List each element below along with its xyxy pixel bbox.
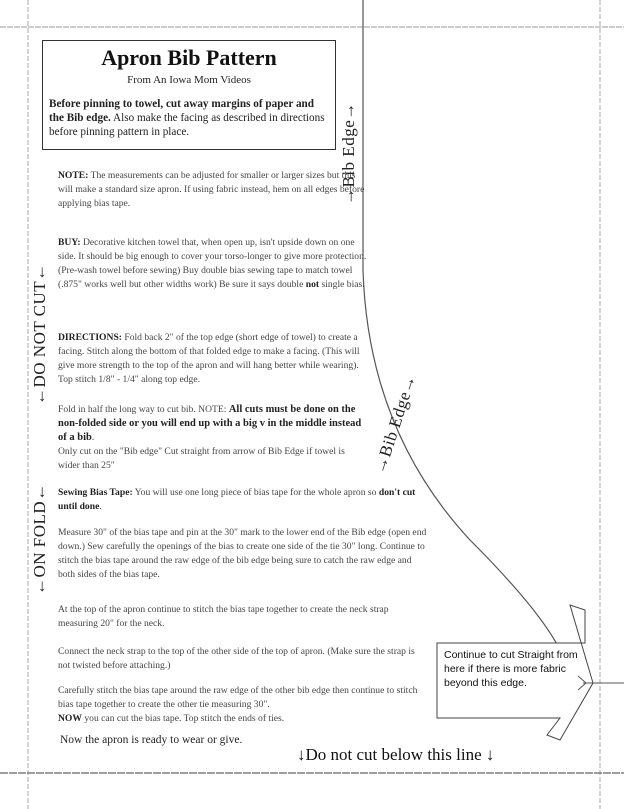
fold-paragraph: Fold in half the long way to cut bib. NOTE: All cuts must be done on the non-folded side or you will end up with a big v in the middle instead of a bib. Only cut on the "Bib edge" Cut straight from arrow of Bib Edge if towel is wider than 25" [58,404,362,471]
page-subtitle: From An Iowa Mom Videos [127,74,251,86]
measure-paragraph: Measure 30" of the bias tape and pin at the 30" mark to the lower end of the Bib edge (open end down.) Sew carefully the openings of the bias to create one side of the tie 30" long. Continue to stitch the bias tape around the raw edge of the bib edge being sure to catch the raw edge and both sides of the bias tape. [58,527,427,580]
bib-edge-label-top: →Bib Edge→ [339,102,358,205]
do-not-cut-below-note: ↓Do not cut below this line ↓ [297,745,495,764]
buy-paragraph: BUY: Decorative kitchen towel that, when open up, isn't upside down on one side. It should be big enough to cover your torso-longer to give more protection. (Pre-wash towel before sewing) Buy double bias sewing tape to match towel (.875" works well but other widths work) Be sure it says double not single bias. [58,237,367,290]
title-box [42,40,336,150]
carefully-paragraph: Carefully stitch the bias tape around the raw edge of the other bib edge then continue to stitch bias tape together to create the other tie measuring 30". NOW you can cut the bias tape. Top stitch the ends of ties. [58,685,418,724]
page-title: Apron Bib Pattern [101,45,277,70]
on-fold-label: ←ON FOLD← [30,483,49,595]
bias-paragraph: Sewing Bias Tape: You will use one long piece of bias tape for the whole apron so don't cut until done. [58,487,416,512]
do-not-cut-label: ←DO NOT CUT← [30,263,49,405]
intro-text: Before pinning to towel, cut away margins of paper and the Bib edge. Also make the facing as described in directions before pinning pattern in place. [49,98,325,138]
bib-edge-label-curve: →Bib Edge→ [370,372,420,476]
callout-text: Continue to cut Straight from here if there is more fabric beyond this edge. [444,649,578,689]
note-paragraph: NOTE: The measurements can be adjusted for smaller or larger sizes but this will make a standard size apron. If using fabric instead, hem on all edges before applying bias tape. [58,170,365,209]
connect-paragraph: Connect the neck strap to the top of the other side of the top of apron. (Make sure the strap is not twisted before attaching.) [58,646,415,671]
ready-text: Now the apron is ready to wear or give. [60,734,243,746]
directions-paragraph: DIRECTIONS: Fold back 2" of the top edge (short edge of towel) to create a facing. Stitch along the bottom of that folded edge to make a facing. (This will give more strength to the top of the apron and will hang better while wearing). Top stitch 1/8" - 1/4" along top edge. [58,332,360,385]
top-paragraph: At the top of the apron continue to stitch the bias tape together to create the neck strap measuring 20" for the neck. [58,604,389,629]
